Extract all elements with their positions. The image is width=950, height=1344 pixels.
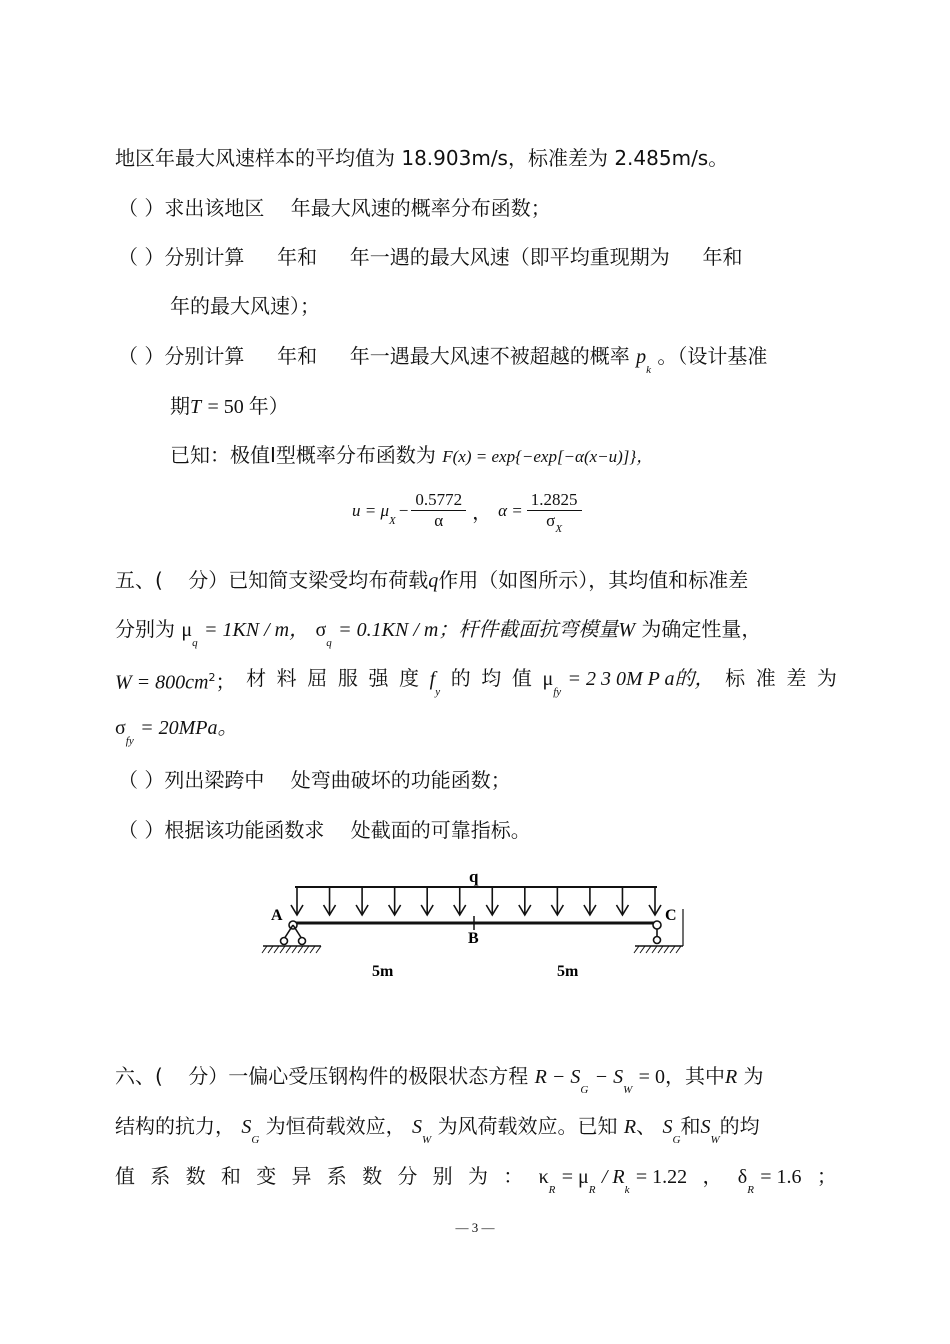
- q4-item-3-text: （ ）分别计算 年和 年一遇最大风速不被超越的概率: [118, 344, 630, 368]
- q4-item-1: （ ）求出该地区 年最大风速的概率分布函数；: [118, 196, 551, 220]
- q5-line-3: $W = 800cm^2$； 材 料 屈 服 强 度 $f_y$ 的 均 值 $\mu_{fy} = 2$ 3 0M P a的， 标 准 差 为: [115, 666, 837, 698]
- alpha-fraction-numerator: 1.2825: [527, 490, 582, 511]
- load-arrow: [584, 887, 596, 915]
- q5-line-2: 分别为 $\mu_q = 1KN / m$， $\sigma_q = 0.1KN / m$；杆件截面抗弯模量W 为确定性量，: [115, 617, 762, 649]
- load-arrow: [291, 887, 303, 915]
- u-formula-lhs: u = μ: [352, 500, 390, 520]
- load-symbol: q: [428, 570, 439, 592]
- period-symbol: T: [190, 396, 202, 418]
- q4-item-2-cont: 年的最大风速）；: [170, 294, 320, 318]
- span-1-label: 5m: [372, 963, 394, 980]
- u-formula-sub: X: [389, 514, 396, 527]
- q5-line-4: $\sigma_{fy} = 20MPa$。: [115, 717, 238, 747]
- q5-item-1: （ ）列出梁跨中 处弯曲破坏的功能函数；: [118, 768, 511, 792]
- q4-item-3-cont: [170, 394, 289, 419]
- point-b-label: B: [468, 930, 479, 947]
- load-arrow: [454, 887, 466, 915]
- u-fraction-numerator: 0.5772: [411, 490, 466, 511]
- q4-item-2: （ ）分别计算 年和 年一遇的最大风速（即平均重现期为 年和: [118, 245, 743, 269]
- left-pin-support: [262, 921, 321, 953]
- load-arrow: [421, 887, 433, 915]
- prob-subscript: k: [646, 364, 652, 376]
- load-arrow: [389, 887, 401, 915]
- q4-item-3: [118, 344, 768, 376]
- beam-diagram: [255, 862, 695, 987]
- prob-symbol: p: [636, 346, 647, 368]
- load-arrow: [616, 887, 628, 915]
- load-arrow: [486, 887, 498, 915]
- text-line-wind-speed: 地区年最大风速样本的平均值为 18.903m/s，标准差为 2.485m/s。: [115, 146, 729, 170]
- load-arrow: [519, 887, 531, 915]
- point-c-label: C: [665, 907, 677, 924]
- formula-separator: ，: [472, 500, 493, 524]
- known-label: 已知：极值Ⅰ型概率分布函数为: [170, 443, 436, 467]
- alpha-fraction-denominator: $\sigma_X$: [546, 511, 563, 535]
- load-arrow: [356, 887, 368, 915]
- known-distribution: [170, 443, 653, 469]
- load-label: q: [469, 867, 479, 886]
- q6-heading: 六、( 分）一偏心受压钢构件的极限状态方程 $R - S_G - S_W = 0$，其中R 为: [115, 1064, 764, 1096]
- u-fraction-denominator: α: [434, 511, 444, 530]
- q6-line-3: 值 系 数 和 变 异 系 数 分 别 为 ： $\kappa_R = \mu_R / R_k = 1.22$ ， $\delta_R = 1.6$ ；: [115, 1164, 837, 1196]
- alpha-formula-lhs: α =: [498, 500, 523, 520]
- gumbel-formula: F(x) = exp{−exp[−α(x−u)]}，: [442, 447, 654, 466]
- point-a-label: A: [271, 907, 283, 924]
- span-2-label: 5m: [557, 963, 579, 980]
- period-label: 期: [170, 394, 190, 418]
- load-arrow: [551, 887, 563, 915]
- u-formula-minus: −: [398, 500, 409, 520]
- u-fraction: [411, 490, 466, 531]
- q6-line-2: 结构的抗力， $S_G$ 为恒荷载效应， $S_W$ 为风荷载效应。已知 R、 $S_G$和$S_W$的均: [115, 1114, 760, 1146]
- load-arrow: [324, 887, 336, 915]
- page-number: — 3 —: [455, 1220, 495, 1235]
- load-arrow: [649, 887, 661, 915]
- q4-item-3-tail: 。（设计基准: [657, 344, 768, 368]
- parameter-formulas: [352, 490, 582, 535]
- period-value: = 50 年）: [207, 396, 289, 418]
- modulus-symbol: W: [618, 619, 635, 641]
- alpha-fraction: [527, 490, 582, 535]
- load-arrows: [291, 887, 661, 915]
- q5-heading: 五、( 分）已知简支梁受均布荷载q作用（如图所示），其均值和标准差: [115, 568, 749, 592]
- q5-item-2: （ ）根据该功能函数求 处截面的可靠指标。: [118, 818, 531, 842]
